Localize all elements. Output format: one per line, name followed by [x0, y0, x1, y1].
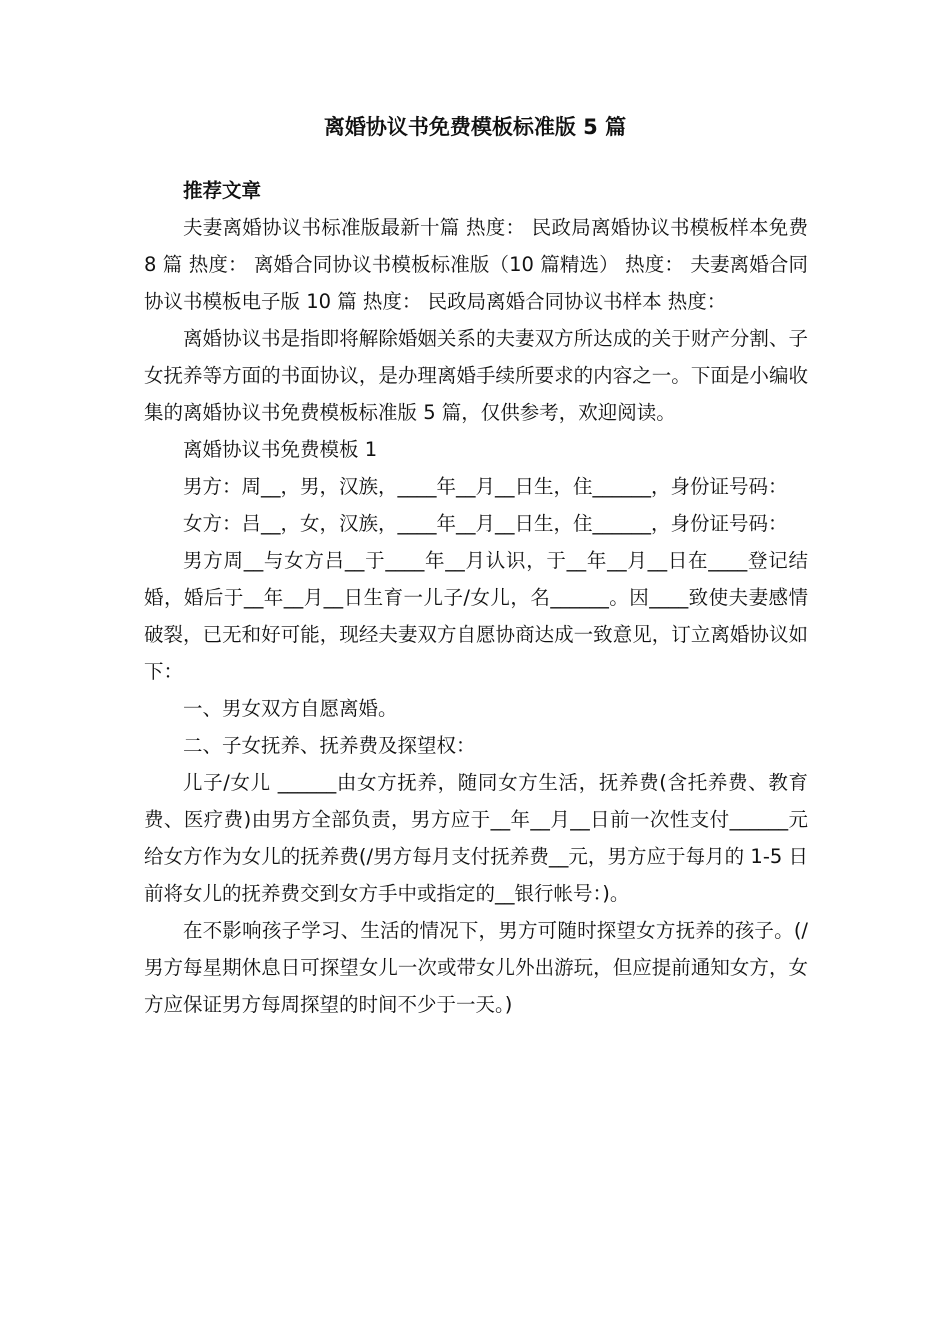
clause-one: 一、男女双方自愿离婚。: [183, 697, 398, 720]
intro-paragraph: 离婚协议书是指即将解除婚姻关系的夫妻双方所达成的关于财产分割、子女抚养等方面的书面协议，是办理离婚手续所要求的内容之一。下面是小编收集的离婚协议书免费模板标准版 5 篇，仅供参考，欢迎阅读。: [144, 327, 808, 424]
clause-two-heading: 二、子女抚养、抚养费及探望权：: [183, 734, 476, 757]
document-body: [144, 172, 808, 1023]
male-party-paragraph: 男方：周__，男，汉族，____年__月__日生，住______，身份证号码：: [183, 475, 788, 498]
marriage-background-paragraph: 男方周__与女方吕__于____年__月认识，于__年__月__日在____登记结婚，婚后于__年__月__日生育一儿子/女儿，名______。因____致使夫妻感情破裂，已无和好可能，现经夫妻双方自愿协商达成一致意见，订立离婚协议如下：: [144, 549, 808, 683]
template-heading: 离婚协议书免费模板 1: [183, 438, 378, 461]
recommended-articles-list: 夫妻离婚协议书标准版最新十篇 热度： 民政局离婚协议书模板样本免费 8 篇 热度： 离婚合同协议书模板标准版（10 篇精选） 热度： 夫妻离婚合同协议书模板电子版 10 篇 热度： 民政局离婚合同协议书样本 热度：: [144, 216, 808, 313]
female-party-paragraph: 女方：吕__，女，汉族，____年__月__日生，住______，身份证号码：: [183, 512, 788, 535]
document-title: 离婚协议书免费模板标准版 5 篇: [323, 115, 627, 139]
child-support-paragraph: 儿子/女儿 ______由女方抚养，随同女方生活，抚养费(含托养费、教育费、医疗费)由男方全部负责，男方应于__年__月__日前一次性支付______元给女方作为女儿的抚养费(/男方每月支付抚养费__元，男方应于每月的 1-5 日前将女儿的抚养费交到女方手中或指定的__银行帐号：)。: [144, 771, 808, 905]
recommended-articles-heading: 推荐文章: [183, 179, 262, 202]
visitation-paragraph: 在不影响孩子学习、生活的情况下，男方可随时探望女方抚养的孩子。(/男方每星期休息日可探望女儿一次或带女儿外出游玩，但应提前通知女方，女方应保证男方每周探望的时间不少于一天。): [144, 919, 808, 1016]
